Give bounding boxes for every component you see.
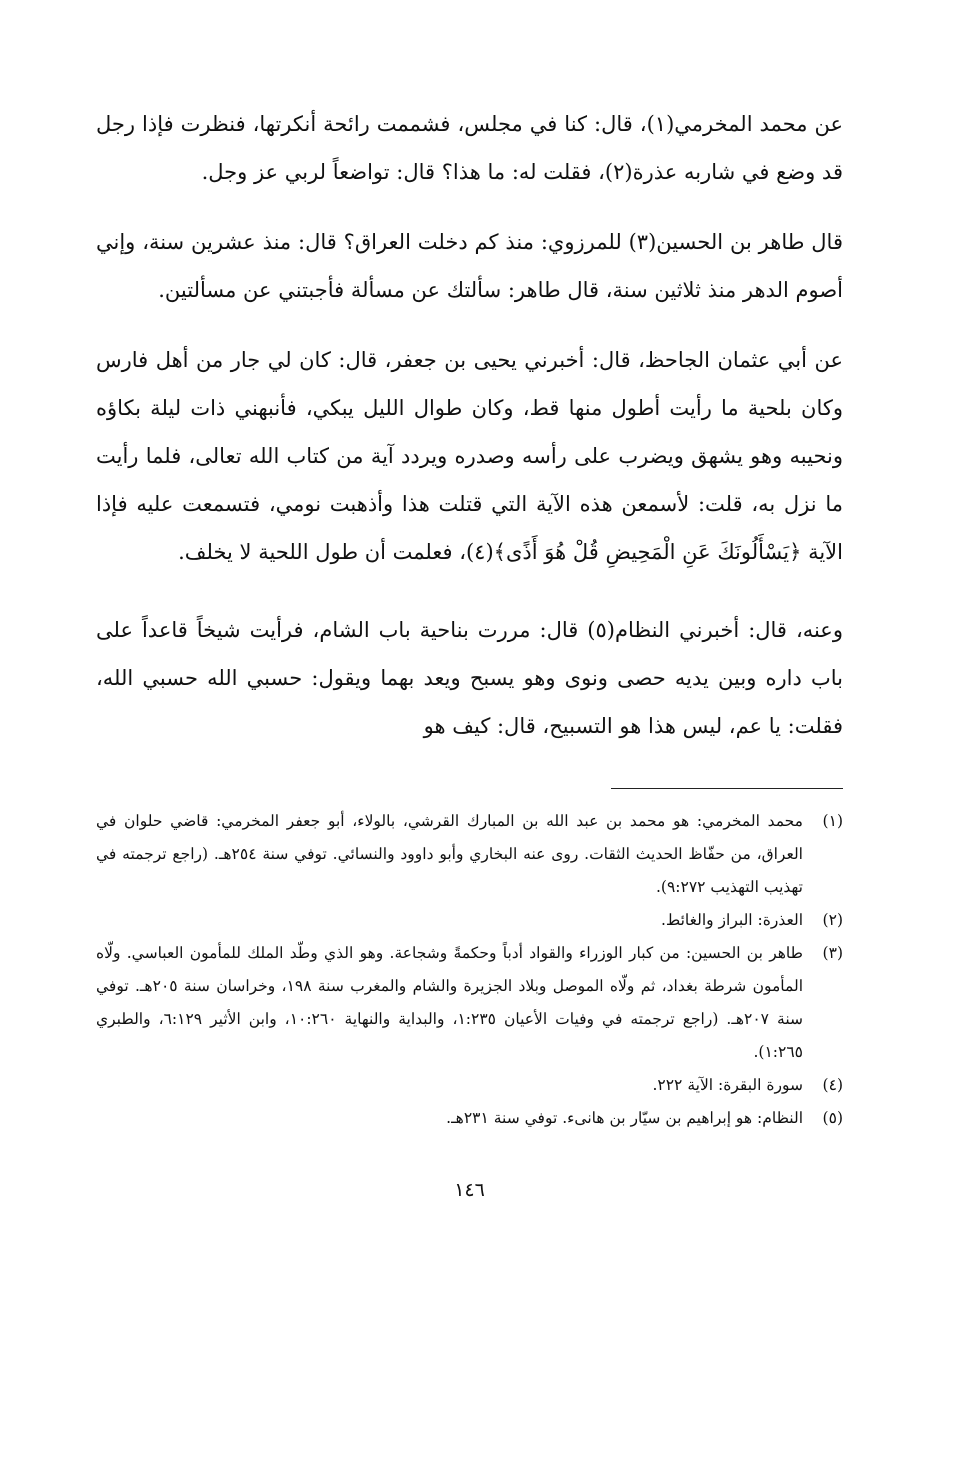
footnote-number: (٢) xyxy=(822,911,843,929)
paragraph-jahiz: عن أبي عثمان الجاحظ، قال: أخبرني يحيى بن جعفر، قال: كان لي جار من أهل فارس وكان بلحية ما رأيت أطول منها قط، وكان طوال الليل يبكي، فأنبهني ذات ليلة بكاؤه ونحيبه وهو يشهق ويضرب على رأسه وصدره ويردد آية من كتاب الله تعالى، فلما رأيت ما نزل به، قلت: لأسمعن هذه الآية التي قتلت هذا وأذهبت نومي، فتسمعت عليه فإذا الآية ﴿يَسْأَلُونَكَ عَنِ الْمَحِيضِ قُلْ هُوَ أَذًى﴾(٤)، فعلمت أن طول اللحية لا يخلف. xyxy=(96,348,843,564)
footnote-separator xyxy=(611,788,843,789)
footnote-number: (١) xyxy=(822,812,843,830)
footnote-text: العذرة: البراز والغائط. xyxy=(660,911,803,929)
footnote-item xyxy=(96,937,843,1069)
footnote-item xyxy=(96,904,843,937)
footnote-number: (٤) xyxy=(822,1076,843,1094)
footnote-item xyxy=(96,805,843,904)
footnote-item xyxy=(96,1102,843,1135)
footnote-text: طاهر بن الحسين: من كبار الوزراء والقواد أدباً وحكمةً وشجاعة. وهو الذي وطّد الملك للمأمون العباسي. ولّاه المأمون شرطة بغداد، ثم ولّاه الموصل وبلاد الجزيرة والشام والمغرب سنة ١٩٨، وخراسان سنة ٢٠٥هـ. توفي سنة ٢٠٧هـ. (راجع ترجمته في وفيات الأعيان ١:٢٣٥، والبداية والنهاية ١٠:٢٦٠، وابن الأثير ٦:١٢٩، والطبري ١:٢٦٥). xyxy=(96,944,804,1061)
paragraph-makhrami: عن محمد المخرمي(١)، قال: كنا في مجلس، فشممت رائحة أنكرتها، فنظرت فإذا رجل قد وضع في شاربه عذرة(٢)، فقلت له: ما هذا؟ قال: تواضعاً لربي عز وجل. xyxy=(96,112,844,184)
main-text xyxy=(96,100,843,750)
paragraph-tahir: قال طاهر بن الحسين(٣) للمرزوي: منذ كم دخلت العراق؟ قال: منذ عشرين سنة، وإني أصوم الدهر منذ ثلاثين سنة، قال طاهر: سألتك عن مسألة فأجبتني عن مسألتين. xyxy=(96,230,843,302)
page-number: ١٤٦ xyxy=(454,1179,485,1201)
paragraph-nazzam: وعنه، قال: أخبرني النظام(٥) قال: مررت بناحية باب الشام، فرأيت شيخاً قاعداً على باب داره وبين يديه حصى ونوى وهو يسبح ويعد بهما ويقول: حسبي الله حسبي الله، فقلت: يا عم، ليس هذا هو التسبيح، قال: كيف هو xyxy=(96,618,843,738)
footnotes xyxy=(96,805,843,1135)
footnote-item xyxy=(96,1069,843,1102)
footnote-number: (٣) xyxy=(822,944,843,962)
footnote-text: محمد المخرمي: هو محمد بن عبد الله بن المبارك القرشي، بالولاء، أبو جعفر المخرمي: قاضي حلوان في العراق، من حفّاظ الحديث الثقات. روى عنه البخاري وأبو داوود والنسائي. توفي سنة ٢٥٤هـ. (راجع ترجمته في تهذيب التهذيب ٩:٢٧٢). xyxy=(96,812,803,896)
footnote-text: سورة البقرة: الآية ٢٢٢. xyxy=(652,1076,803,1094)
footnote-number: (٥) xyxy=(822,1109,843,1127)
footnote-text: النظام: هو إبراهيم بن سيّار بن هانىء. توفي سنة ٢٣١هـ. xyxy=(446,1109,803,1127)
